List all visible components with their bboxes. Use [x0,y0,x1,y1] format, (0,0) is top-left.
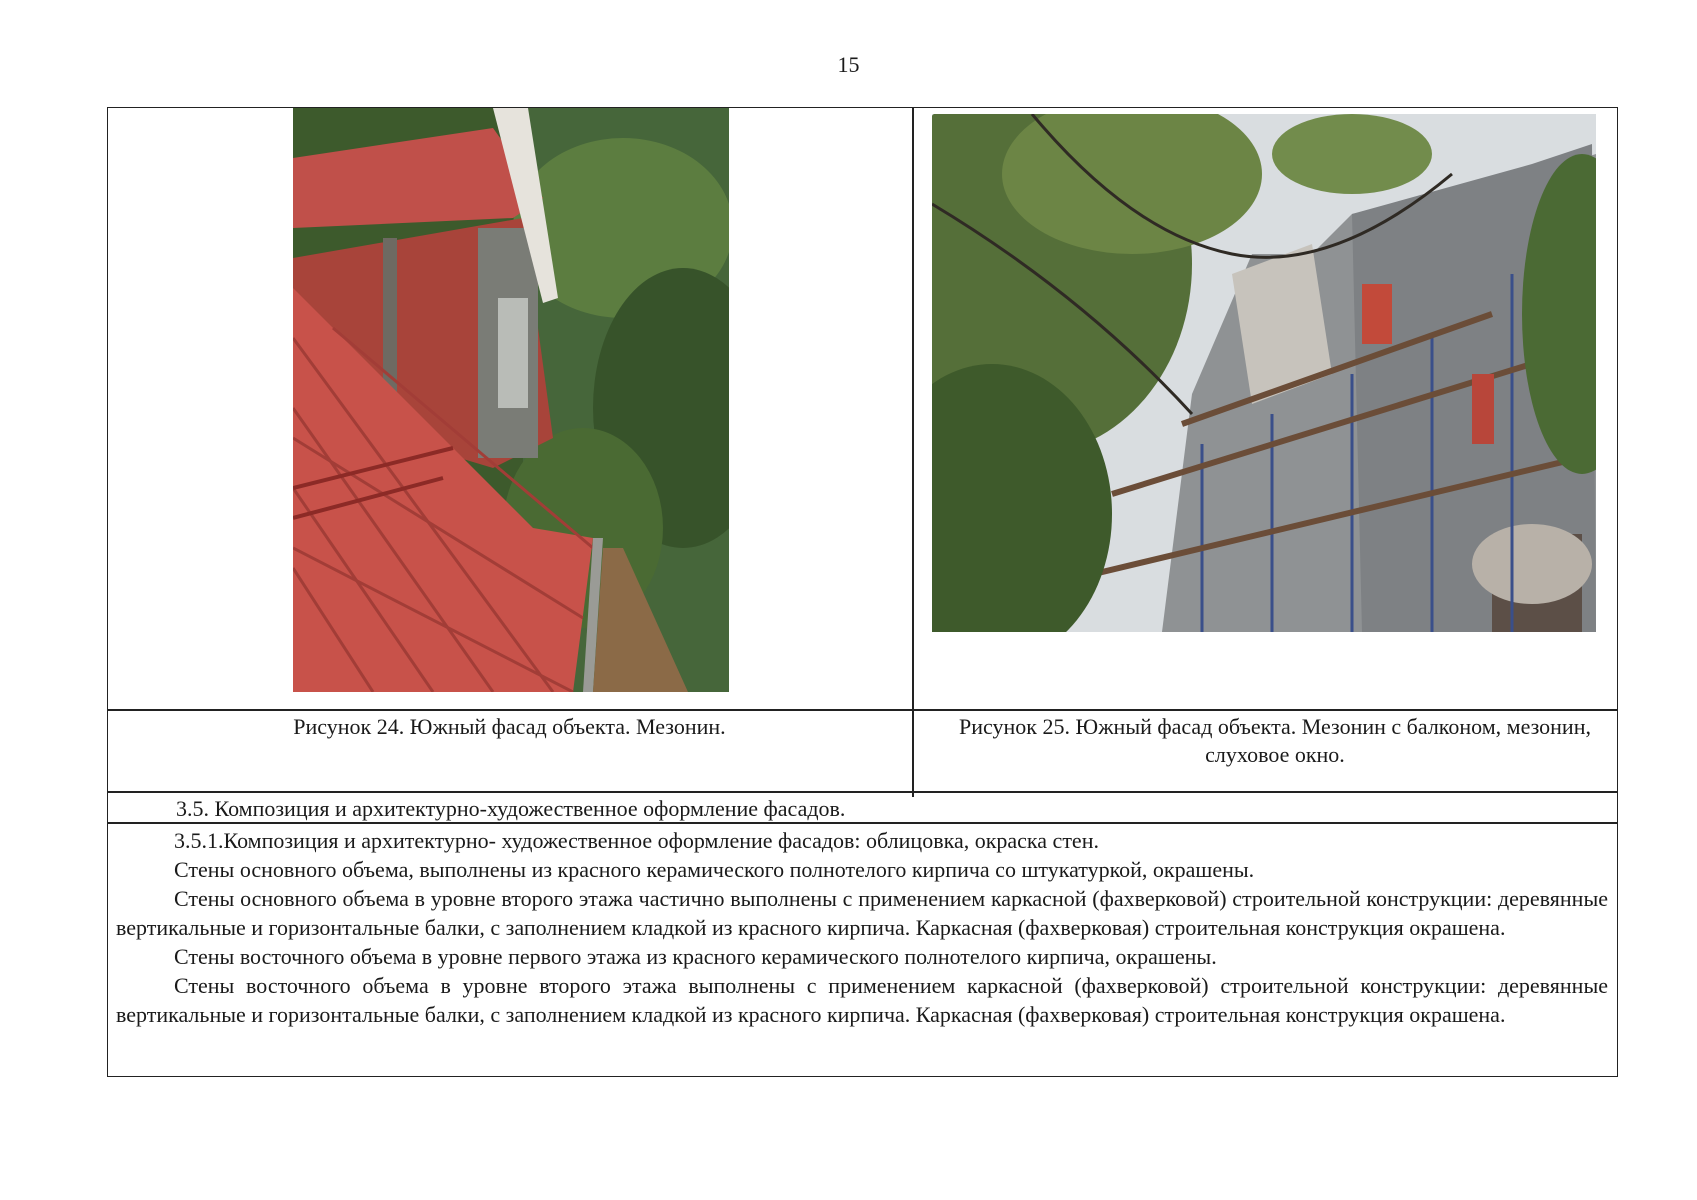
paragraph: Стены основного объема, выполнены из красного керамического полнотелого кирпича со штукатуркой, окрашены. [174,857,1255,882]
section-title: 3.5. Композиция и архитектурно-художественное оформление фасадов. [176,796,846,821]
figure-25-photo [932,114,1596,632]
figure-24-caption: Рисунок 24. Южный фасад объекта. Мезонин. [293,714,726,739]
figure-25-caption: Рисунок 25. Южный фасад объекта. Мезонин с балконом, мезонин, слуховое окно. [959,714,1591,767]
table-section-divider [107,791,1618,793]
figure-24-photo [293,108,729,692]
section-body [116,826,1608,1029]
page-number: 15 [837,52,860,77]
paragraph: 3.5.1.Композиция и архитектурно- художественное оформление фасадов: облицовка, окраска стен. [174,828,1099,853]
paragraph: Стены восточного объема в уровне второго этажа выполнены с применением каркасной (фахверковой) строительной конструкции: деревянные вертикальные и горизонтальные балки, с заполнением кладкой из красного кирпича. Каркасная (фахверковая) строительная конструкция окрашена. [116,973,1608,1027]
table-title-divider [107,822,1618,824]
table-column-divider [912,107,914,797]
table-caption-divider [107,709,1618,711]
paragraph: Стены восточного объема в уровне первого этажа из красного керамического полнотелого кирпича, окрашены. [174,944,1217,969]
paragraph: Стены основного объема в уровне второго этажа частично выполнены с применением каркасной (фахверковой) строительной конструкции: деревянные вертикальные и горизонтальные балки, с заполнением кладкой из красного кирпича. Каркасная (фахверковая) строительная конструкция окрашена. [116,886,1608,940]
